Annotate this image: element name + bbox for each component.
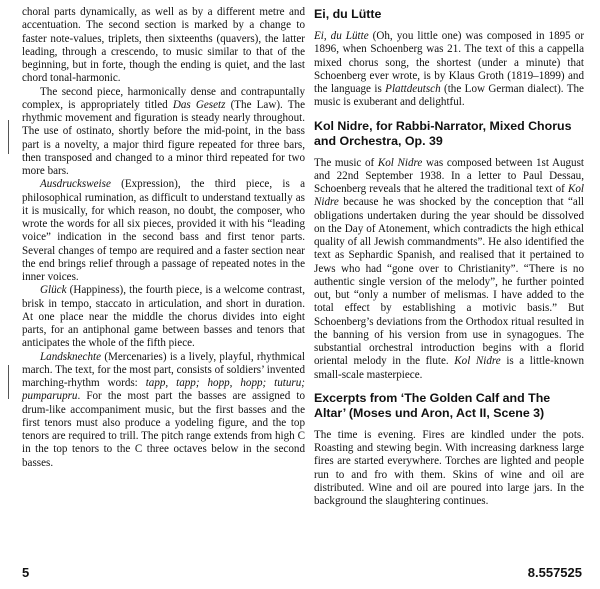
page-number: 5 [22, 565, 30, 580]
catalogue-number: 8.557525 [527, 565, 582, 580]
paragraph-das-gesetz: The second piece, harmonically dense and contrapuntally complex, is appropriately titled Das Gesetz (The Law). The rhythmic movement and figuration is steady nearly throughout. The use of ostinato, shortly before the mid-point, in the bass part is a novelty, a major third figure repeated for three bars, then transposed and changed to a minor third repeated for two more bars. [22, 85, 305, 177]
title-landsknechte: Landsknechte [40, 350, 101, 363]
paragraph-glueck: Glück (Happiness), the fourth piece, is a welcome contrast, brisk in tempo, staccato in articulation, and short in duration. At one place near the middle the chorus divides into eight parts, for an antiphonal game between basses and tenors that anticipates the whole of the fifth piece. [22, 284, 305, 350]
right-column [314, 6, 584, 508]
title-kol-nidre-1: Kol Nidre [377, 156, 423, 169]
title-kol-nidre-2: Kol Nidre [314, 183, 584, 209]
heading-ei-du-luette: Ei, du Lütte [314, 7, 382, 21]
paragraph-landsknechte: Landsknechte (Mercenaries) is a lively, playful, rhythmical march. The text, for the most part, consists of soldiers’ invented marching-rhythm words: tapp, tapp; hopp, hopp; tuturu; pumparupru. For the most part the basses are assigned to drum-like accompaniment music, but the first basses and the first tenors must also produce a yodeling figure, and the top tenors are required to trill. The pitch range extends from high C in the top tenors to the C three octaves below in the second basses. [22, 350, 305, 469]
heading-golden-calf: Excerpts from ‘The Golden Calf and The Altar’ (Moses und Aron, Act II, Scene 3) [314, 390, 551, 420]
paragraph-ausdrucksweise: Ausdrucksweise (Expression), the third piece, is a philosophical rumination, as difficult to understand textually as it is musically, for which reason, no doubt, the composer, who wrote the words for all six pieces, provided it with his “leading voice” indication in the second bass and first tenor parts. Several changes of tempo are required and a faster section near the end brings relief through a passage of repeated notes in the inner voices. [22, 178, 305, 283]
marching-words: tapp, tapp; hopp, hopp; tuturu; pumparupru [22, 377, 305, 403]
paragraph-golden-calf: The time is evening. Fires are kindled under the pots. Roasting and stewing begin. With increasing darkness large fires are started everywhere. Torches are lighted and people run to and fro with them. Skins of wine and oil are distributed. Wine and oil are poured into large jars. In the background the slaughtering continues. [314, 428, 584, 507]
title-das-gesetz: Das Gesetz [172, 98, 226, 111]
title-ausdrucksweise: Ausdrucksweise [40, 178, 111, 191]
margin-mark-bottom [8, 365, 9, 399]
title-glueck: Glück [40, 284, 67, 297]
paragraph-overview: choral parts dynamically, as well as by a different metre and accentuation. The second section is marked by a change to faster note-values, triplets, then sixteenths (quavers), the latter leading, through a crescendo, to music similar to that of the beginning, but in forte, though the ending is quiet, and the last chord tonal-harmonic. [22, 6, 305, 85]
paragraph-kol-nidre: The music of Kol Nidre was composed between 1st August and 22nd September 1938. In a letter to Paul Dessau, Schoenberg reveals that he altered the traditional text of Kol Nidre because he was shocked by the conception that “all obligations undertaken during the year should be dissolved on the Day of Atonement, which contradicts the high ethical quality of all Jewish commandments”. He also identified the text as Sephardic Spanish, and realised that it pertained to Jews who had “gone over to Christianity”. “There is no authentic single version of the melody”, he further pointed out, but “only a number of melismas. I have added to the total effect by establishing a motivic basis.” But Schoenberg’s deviations from the Orthodox ritual resulted in the banning of his version from use in synagogues. The substantial orchestral introduction begins with a florid oriental melody in the flute. Kol Nidre is a little-known small-scale masterpiece. [314, 156, 585, 381]
title-kol-nidre-3: Kol Nidre [454, 355, 501, 368]
left-column [22, 6, 305, 470]
heading-kol-nidre: Kol Nidre, for Rabbi-Narrator, Mixed Chorus and Orchestra, Op. 39 [314, 118, 572, 148]
language-plattdeutsch: Plattdeutsch [385, 83, 441, 95]
title-ei-du-luette: Ei, du Lütte [314, 30, 369, 42]
margin-mark-top [8, 120, 9, 154]
paragraph-ei-du-luette: Ei, du Lütte (Oh, you little one) was composed in 1895 or 1896, when Schoenberg was 21. The text of this a cappella mixed chorus song, the shortest (under a minute) that Schoenberg ever wrote, is by Klaus Groth (1819–1899) and the language is Plattdeutsch (the Low German dialect). The music is exuberant and delightful. [314, 30, 585, 109]
